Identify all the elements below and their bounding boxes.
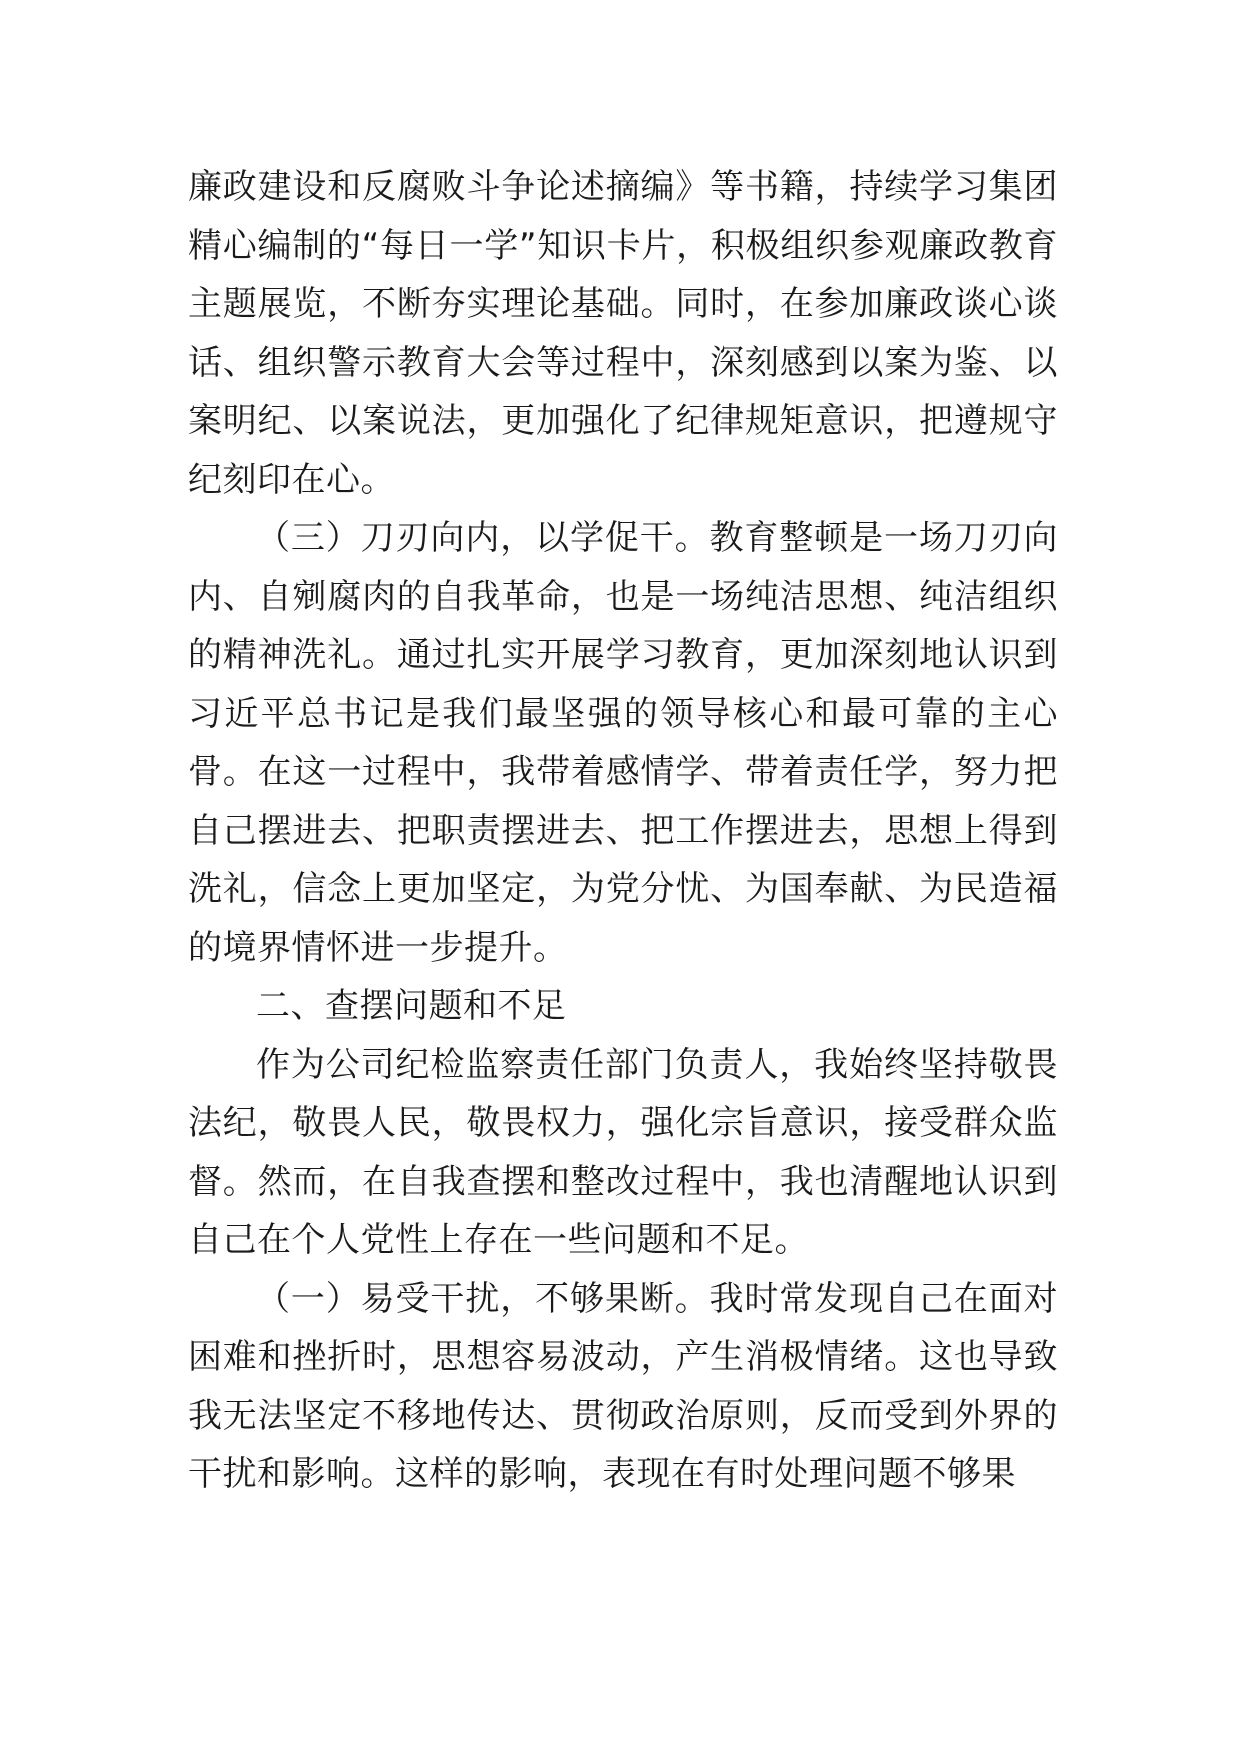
paragraph-problem-one: （一）易受干扰，不够果断。我时常发现自己在面对困难和挫折时，思想容易波动，产生消极情绪。这也导致我无法坚定不移地传达、贯彻政治原则，反而受到外界的干扰和影响。这样的影响，表现在有时处理问题不够果 xyxy=(188,1278,1058,1494)
heading-section-two: 二、查摆问题和不足 xyxy=(256,986,567,1026)
document-body xyxy=(188,158,1058,1504)
paragraph-section-three: （三）刀刃向内，以学促干。教育整顿是一场刀刃向内、自剜腐肉的自我革命，也是一场纯洁思想、纯洁组织的精神洗礼。通过扎实开展学习教育，更加深刻地认识到习近平总书记是我们最坚强的领导核心和最可靠的主心骨。在这一过程中，我带着感情学、带着责任学，努力把自己摆进去、把职责摆进去、把工作摆进去，思想上得到洗礼，信念上更加坚定，为党分忧、为国奉献、为民造福的境界情怀进一步提升。 xyxy=(188,518,1058,968)
paragraph-intro-problems: 作为公司纪检监察责任部门负责人，我始终坚持敬畏法纪，敬畏人民，敬畏权力，强化宗旨意识，接受群众监督。然而，在自我查摆和整改过程中，我也清醒地认识到自己在个人党性上存在一些问题和不足。 xyxy=(188,1044,1058,1260)
paragraph-continuation: 廉政建设和反腐败斗争论述摘编》等书籍，持续学习集团精心编制的“每日一学”知识卡片，积极组织参观廉政教育主题展览，不断夯实理论基础。同时，在参加廉政谈心谈话、组织警示教育大会等过程中，深刻感到以案为鉴、以案明纪、以案说法，更加强化了纪律规矩意识，把遵规守纪刻印在心。 xyxy=(188,167,1058,500)
